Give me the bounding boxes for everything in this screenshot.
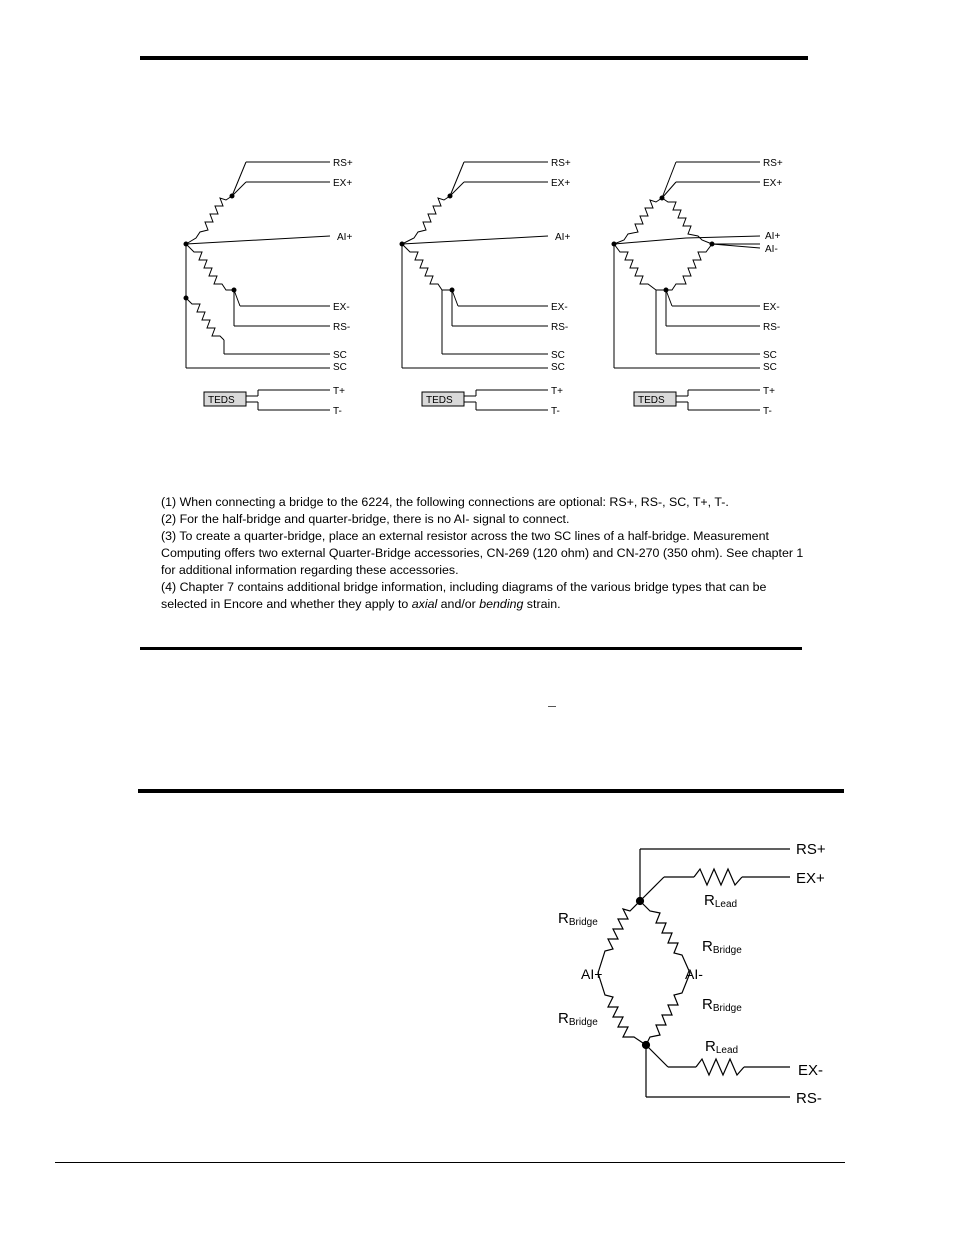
d2-rs-plus-label: RS+ bbox=[551, 158, 571, 169]
d2-ex-plus-label: EX+ bbox=[551, 178, 571, 189]
d3-sc-label-2: SC bbox=[763, 362, 777, 373]
d2-ai-plus-label: AI+ bbox=[555, 232, 571, 243]
note-4-text: (4) Chapter 7 contains additional bridge information, including diagrams of the various bridge types that can be selected in Encore and whether they apply to bbox=[161, 580, 767, 611]
note-4-bending: bending bbox=[479, 597, 524, 611]
d3-rs-plus-label: RS+ bbox=[763, 158, 783, 169]
bridge-wiring-diagrams bbox=[150, 140, 810, 440]
bridge-resistor-top-right-label: RBridge bbox=[702, 938, 742, 956]
full-bridge-diagram bbox=[612, 162, 760, 410]
d3-t-minus-label: T- bbox=[763, 406, 772, 417]
d1-ex-plus-label: EX+ bbox=[333, 178, 353, 189]
d1-teds-label: TEDS bbox=[208, 395, 235, 406]
d2-sc-label-2: SC bbox=[551, 362, 565, 373]
d3-ai-plus-label: AI+ bbox=[765, 231, 781, 242]
d2-sc-label-1: SC bbox=[551, 350, 565, 361]
middle-section-rule bbox=[140, 647, 802, 650]
d3-teds-label: TEDS bbox=[638, 395, 665, 406]
ex-plus-terminal: EX+ bbox=[796, 870, 825, 887]
rs-minus-terminal: RS- bbox=[796, 1090, 822, 1107]
ai-minus-label: AI- bbox=[685, 966, 703, 982]
ex-minus-terminal: EX- bbox=[798, 1062, 824, 1079]
d3-ex-minus-label: EX- bbox=[763, 302, 780, 313]
d2-teds-label: TEDS bbox=[426, 395, 453, 406]
note-4-end: strain. bbox=[523, 597, 561, 611]
d2-ex-minus-label: EX- bbox=[551, 302, 568, 313]
full-bridge-lead-resistance-diagram bbox=[550, 835, 850, 1115]
d2-t-plus-label: T+ bbox=[551, 386, 563, 397]
d3-t-plus-label: T+ bbox=[763, 386, 775, 397]
note-1: (1) When connecting a bridge to the 6224, the following connections are optional: RS+, RS-, SC, T+, T-. bbox=[161, 495, 729, 509]
d1-rs-plus-label: RS+ bbox=[333, 158, 353, 169]
ai-plus-label: AI+ bbox=[581, 966, 603, 982]
quarter-bridge-diagram bbox=[184, 162, 330, 410]
d1-ai-plus-label: AI+ bbox=[337, 232, 353, 243]
bridge-resistor-bottom-left-label: RBridge bbox=[558, 1010, 598, 1028]
d2-t-minus-label: T- bbox=[551, 406, 560, 417]
lead-resistor-bottom-label: RLead bbox=[705, 1038, 739, 1056]
d3-ai-minus-label: AI- bbox=[765, 244, 778, 255]
bridge-resistor-top-left-label: RBridge bbox=[558, 910, 598, 928]
bridge-resistor-bottom-right-label: RBridge bbox=[702, 996, 742, 1014]
small-dash-mark bbox=[548, 706, 556, 707]
wiring-notes bbox=[161, 494, 811, 613]
top-section-rule bbox=[140, 56, 808, 60]
d3-rs-minus-label: RS- bbox=[763, 322, 781, 333]
lead-resistor-top-label: RLead bbox=[704, 892, 738, 910]
d1-sc-label-2: SC bbox=[333, 362, 347, 373]
note-4-axial: axial bbox=[411, 597, 438, 611]
d3-ex-plus-label: EX+ bbox=[763, 178, 783, 189]
d2-rs-minus-label: RS- bbox=[551, 322, 569, 333]
note-2: (2) For the half-bridge and quarter-bridge, there is no AI- signal to connect. bbox=[161, 512, 570, 526]
note-4-mid: and/or bbox=[437, 597, 480, 611]
d1-t-plus-label: T+ bbox=[333, 386, 345, 397]
d1-t-minus-label: T- bbox=[333, 406, 342, 417]
note-3: (3) To create a quarter-bridge, place an external resistor across the two SC lines of a half-bridge. Measurement Computing offers two external Quarter-Bridge accessories, CN-269 (120 ohm) and CN-270 (350 ohm). See chapter 1 for additional information regarding these accessories. bbox=[161, 529, 804, 577]
footer-rule bbox=[55, 1162, 845, 1163]
d3-sc-label-1: SC bbox=[763, 350, 777, 361]
d1-sc-label-1: SC bbox=[333, 350, 347, 361]
d1-rs-minus-label: RS- bbox=[333, 322, 351, 333]
note-4 bbox=[161, 579, 811, 613]
d1-ex-minus-label: EX- bbox=[333, 302, 350, 313]
rs-plus-terminal: RS+ bbox=[796, 841, 826, 858]
half-bridge-diagram bbox=[400, 162, 548, 410]
lower-section-rule bbox=[138, 789, 844, 793]
